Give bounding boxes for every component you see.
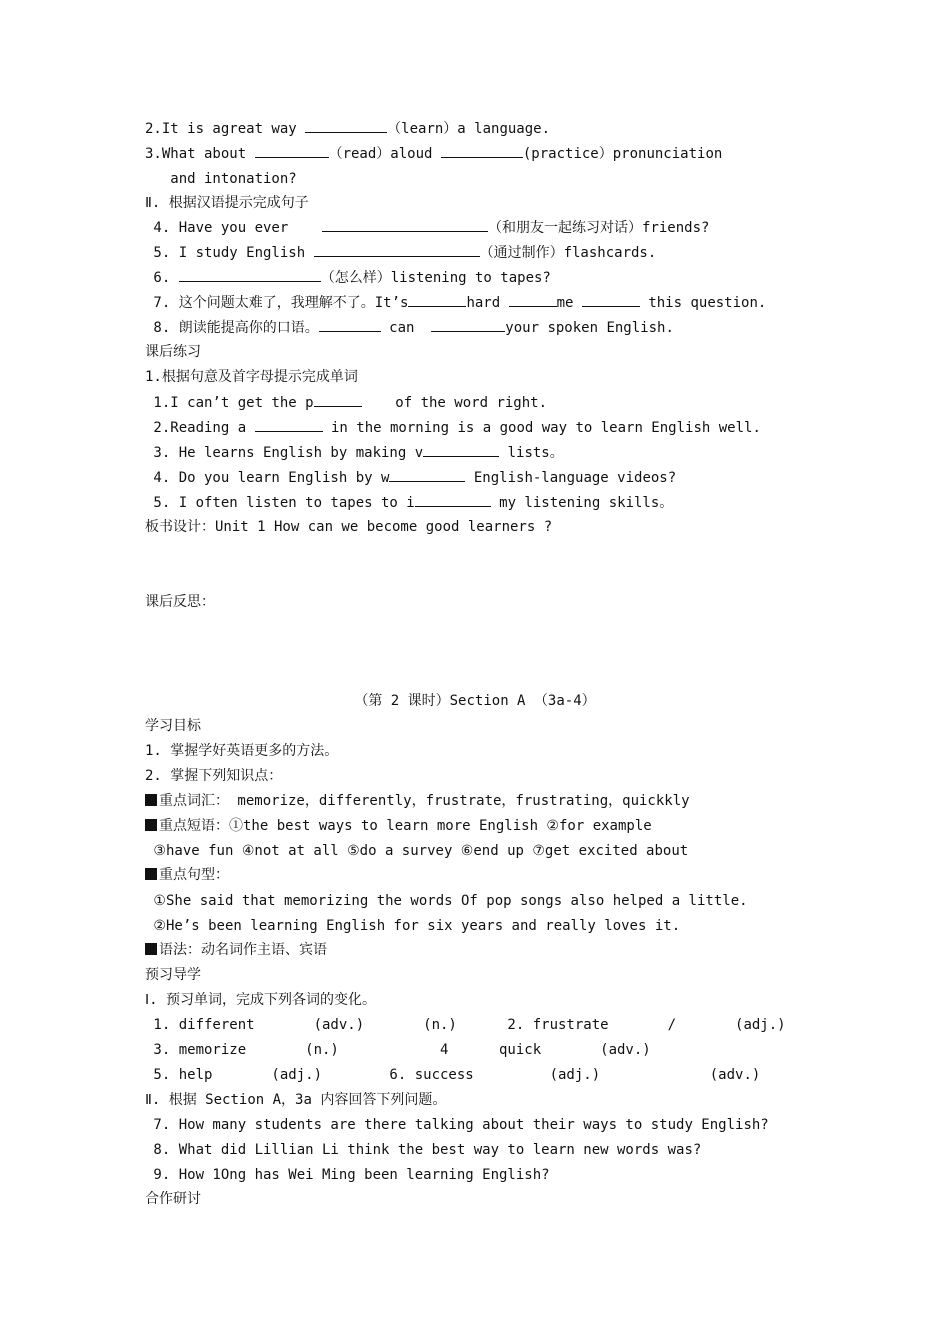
after-class-heading: [145, 343, 201, 361]
preview-section-ii: [145, 1091, 446, 1109]
key-sentences-heading: [145, 866, 229, 884]
line-text: 8. What did Lillian Li think the best way to learn new words was?: [145, 1142, 702, 1158]
answer-blank[interactable]: [314, 244, 480, 257]
line-text: 3.What about: [145, 146, 255, 162]
answer-blank[interactable]: [389, 469, 465, 482]
line-text: can: [380, 320, 432, 336]
word-item-3: [145, 444, 564, 462]
key-phrases-cont: [145, 842, 688, 860]
cooperation-heading: [145, 1190, 201, 1208]
line-text: me: [556, 295, 582, 311]
answer-blank[interactable]: [415, 494, 491, 507]
answer-blank[interactable]: [179, 269, 321, 282]
answer-blank[interactable]: [305, 120, 387, 133]
exercise-line-2: [145, 120, 550, 138]
line-text: 7. 这个问题太难了，我理解不了。It’s: [145, 295, 409, 311]
sentence-item-7: [145, 294, 766, 312]
line-text: 语法：动名词作主语、宾语: [159, 942, 327, 958]
word-form-row-2: [145, 1041, 651, 1059]
question-8: [145, 1141, 701, 1159]
answer-blank[interactable]: [314, 394, 362, 407]
line-text: hard: [466, 295, 509, 311]
line-text: 1.根据句意及首字母提示完成单词: [145, 369, 358, 385]
sentence-item-4: [145, 219, 709, 237]
key-phrases: [145, 817, 652, 835]
bullet-square-icon: [145, 943, 157, 955]
word-item-5: [145, 494, 673, 512]
line-text: Ⅱ. 根据 Section A，3a 内容回答下列问题。: [145, 1092, 447, 1108]
line-text: 重点句型：: [159, 867, 229, 883]
answer-blank[interactable]: [319, 319, 381, 332]
line-text: and intonation?: [145, 171, 297, 187]
objectives-heading: [145, 717, 201, 735]
objective-1: [145, 742, 338, 760]
question-9: [145, 1166, 550, 1184]
line-text: 合作研讨: [145, 1191, 201, 1207]
line-text: ①She said that memorizing the words Of pop songs also helped a little.: [145, 893, 748, 909]
answer-blank[interactable]: [423, 444, 499, 457]
bullet-square-icon: [145, 819, 157, 831]
line-text: 课后练习: [145, 344, 201, 360]
line-text: of the word right.: [361, 395, 548, 411]
word-form-row-3: [145, 1066, 760, 1084]
line-text: （怎么样）listening to tapes?: [320, 270, 551, 286]
sentence-item-5: [145, 244, 656, 262]
answer-blank[interactable]: [431, 319, 505, 332]
line-text: 7. How many students are there talking about their ways to study English?: [145, 1117, 769, 1133]
line-text: 4. Do you learn English by w: [145, 470, 390, 486]
line-text: Ⅰ. 预习单词，完成下列各词的变化。: [145, 992, 376, 1008]
bullet-square-icon: [145, 794, 157, 806]
line-text: 5. I study English: [145, 245, 314, 261]
line-text: （read）aloud: [328, 146, 441, 162]
grammar-point: [145, 941, 327, 959]
answer-blank[interactable]: [509, 294, 557, 307]
line-text: 板书设计：Unit 1 How can we become good learners ?: [145, 519, 553, 535]
line-text: in the morning is a good way to learn English well.: [322, 420, 761, 436]
preview-section-i: [145, 991, 376, 1009]
answer-blank[interactable]: [322, 219, 488, 232]
line-text: ②He’s been learning English for six years and really loves it.: [145, 918, 681, 934]
answer-blank[interactable]: [582, 294, 640, 307]
line-text: 学习目标: [145, 718, 201, 734]
line-text: your spoken English.: [505, 320, 674, 336]
reflection-heading: [145, 593, 215, 611]
line-text: 预习导学: [145, 967, 201, 983]
line-text: 2.Reading a: [145, 420, 255, 436]
sentence-item-6: [145, 269, 551, 287]
word-item-2: [145, 419, 761, 437]
line-text: my listening skills。: [490, 495, 674, 511]
line-text: 2.It is agreat way: [145, 121, 306, 137]
line-text: 3. memorize (n.) 4 quick (adv.): [145, 1042, 651, 1058]
bullet-square-icon: [145, 868, 157, 880]
line-text: (practice）pronunciation: [522, 146, 723, 162]
line-text: （learn）a language.: [387, 121, 551, 137]
word-completion-heading: [145, 368, 358, 386]
key-sentence-1: [145, 892, 748, 910]
answer-blank[interactable]: [408, 294, 466, 307]
preview-heading: [145, 966, 201, 984]
sentence-item-8: [145, 319, 674, 337]
line-text: 课后反思：: [145, 594, 215, 610]
line-text: English-language videos?: [465, 470, 677, 486]
objective-2: [145, 767, 282, 785]
answer-blank[interactable]: [255, 419, 323, 432]
line-text: lists。: [499, 445, 564, 461]
board-design: [145, 518, 552, 536]
section-heading-ii: [145, 194, 309, 212]
line-text: 5. I often listen to tapes to i: [145, 495, 415, 511]
line-text: ③have fun ④not at all ⑤do a survey ⑥end up ⑦get excited about: [145, 843, 689, 859]
line-text: 5. help (adj.) 6. success (adj.) (adv.): [145, 1067, 761, 1083]
word-item-4: [145, 469, 676, 487]
answer-blank[interactable]: [255, 145, 329, 158]
line-text: 9. How 1Ong has Wei Ming been learning English?: [145, 1167, 550, 1183]
answer-blank[interactable]: [441, 145, 523, 158]
exercise-line-3-cont: [145, 170, 297, 188]
line-text: （通过制作）flashcards.: [479, 245, 657, 261]
key-sentence-2: [145, 917, 680, 935]
lesson-title: [0, 692, 950, 710]
line-text: 4. Have you ever: [145, 220, 323, 236]
line-text: 3. He learns English by making v: [145, 445, 424, 461]
key-vocabulary: [145, 792, 690, 810]
line-text: 1. 掌握学好英语更多的方法。: [145, 743, 339, 759]
line-text: 2. 掌握下列知识点：: [145, 768, 283, 784]
line-text: 1.I can’t get the p: [145, 395, 314, 411]
line-text: this question.: [639, 295, 767, 311]
word-form-row-1: [145, 1016, 786, 1034]
line-text: Ⅱ. 根据汉语提示完成句子: [145, 195, 309, 211]
line-text: 重点短语：①the best ways to learn more English ②for example: [159, 818, 652, 834]
line-text: 8. 朗读能提高你的口语。: [145, 320, 319, 336]
line-text: 重点词汇： memorize，differently，frustrate，frustrating，quickkly: [159, 793, 690, 809]
word-item-1: [145, 394, 547, 412]
line-text: 1. different (adv.) (n.) 2. frustrate / (adj.): [145, 1017, 786, 1033]
question-7: [145, 1116, 769, 1134]
line-text: 6.: [145, 270, 179, 286]
line-text: （和朋友一起练习对话）friends?: [488, 220, 710, 236]
exercise-line-3: [145, 145, 722, 163]
line-text: （第 2 课时）Section A （3a-4）: [354, 693, 596, 709]
